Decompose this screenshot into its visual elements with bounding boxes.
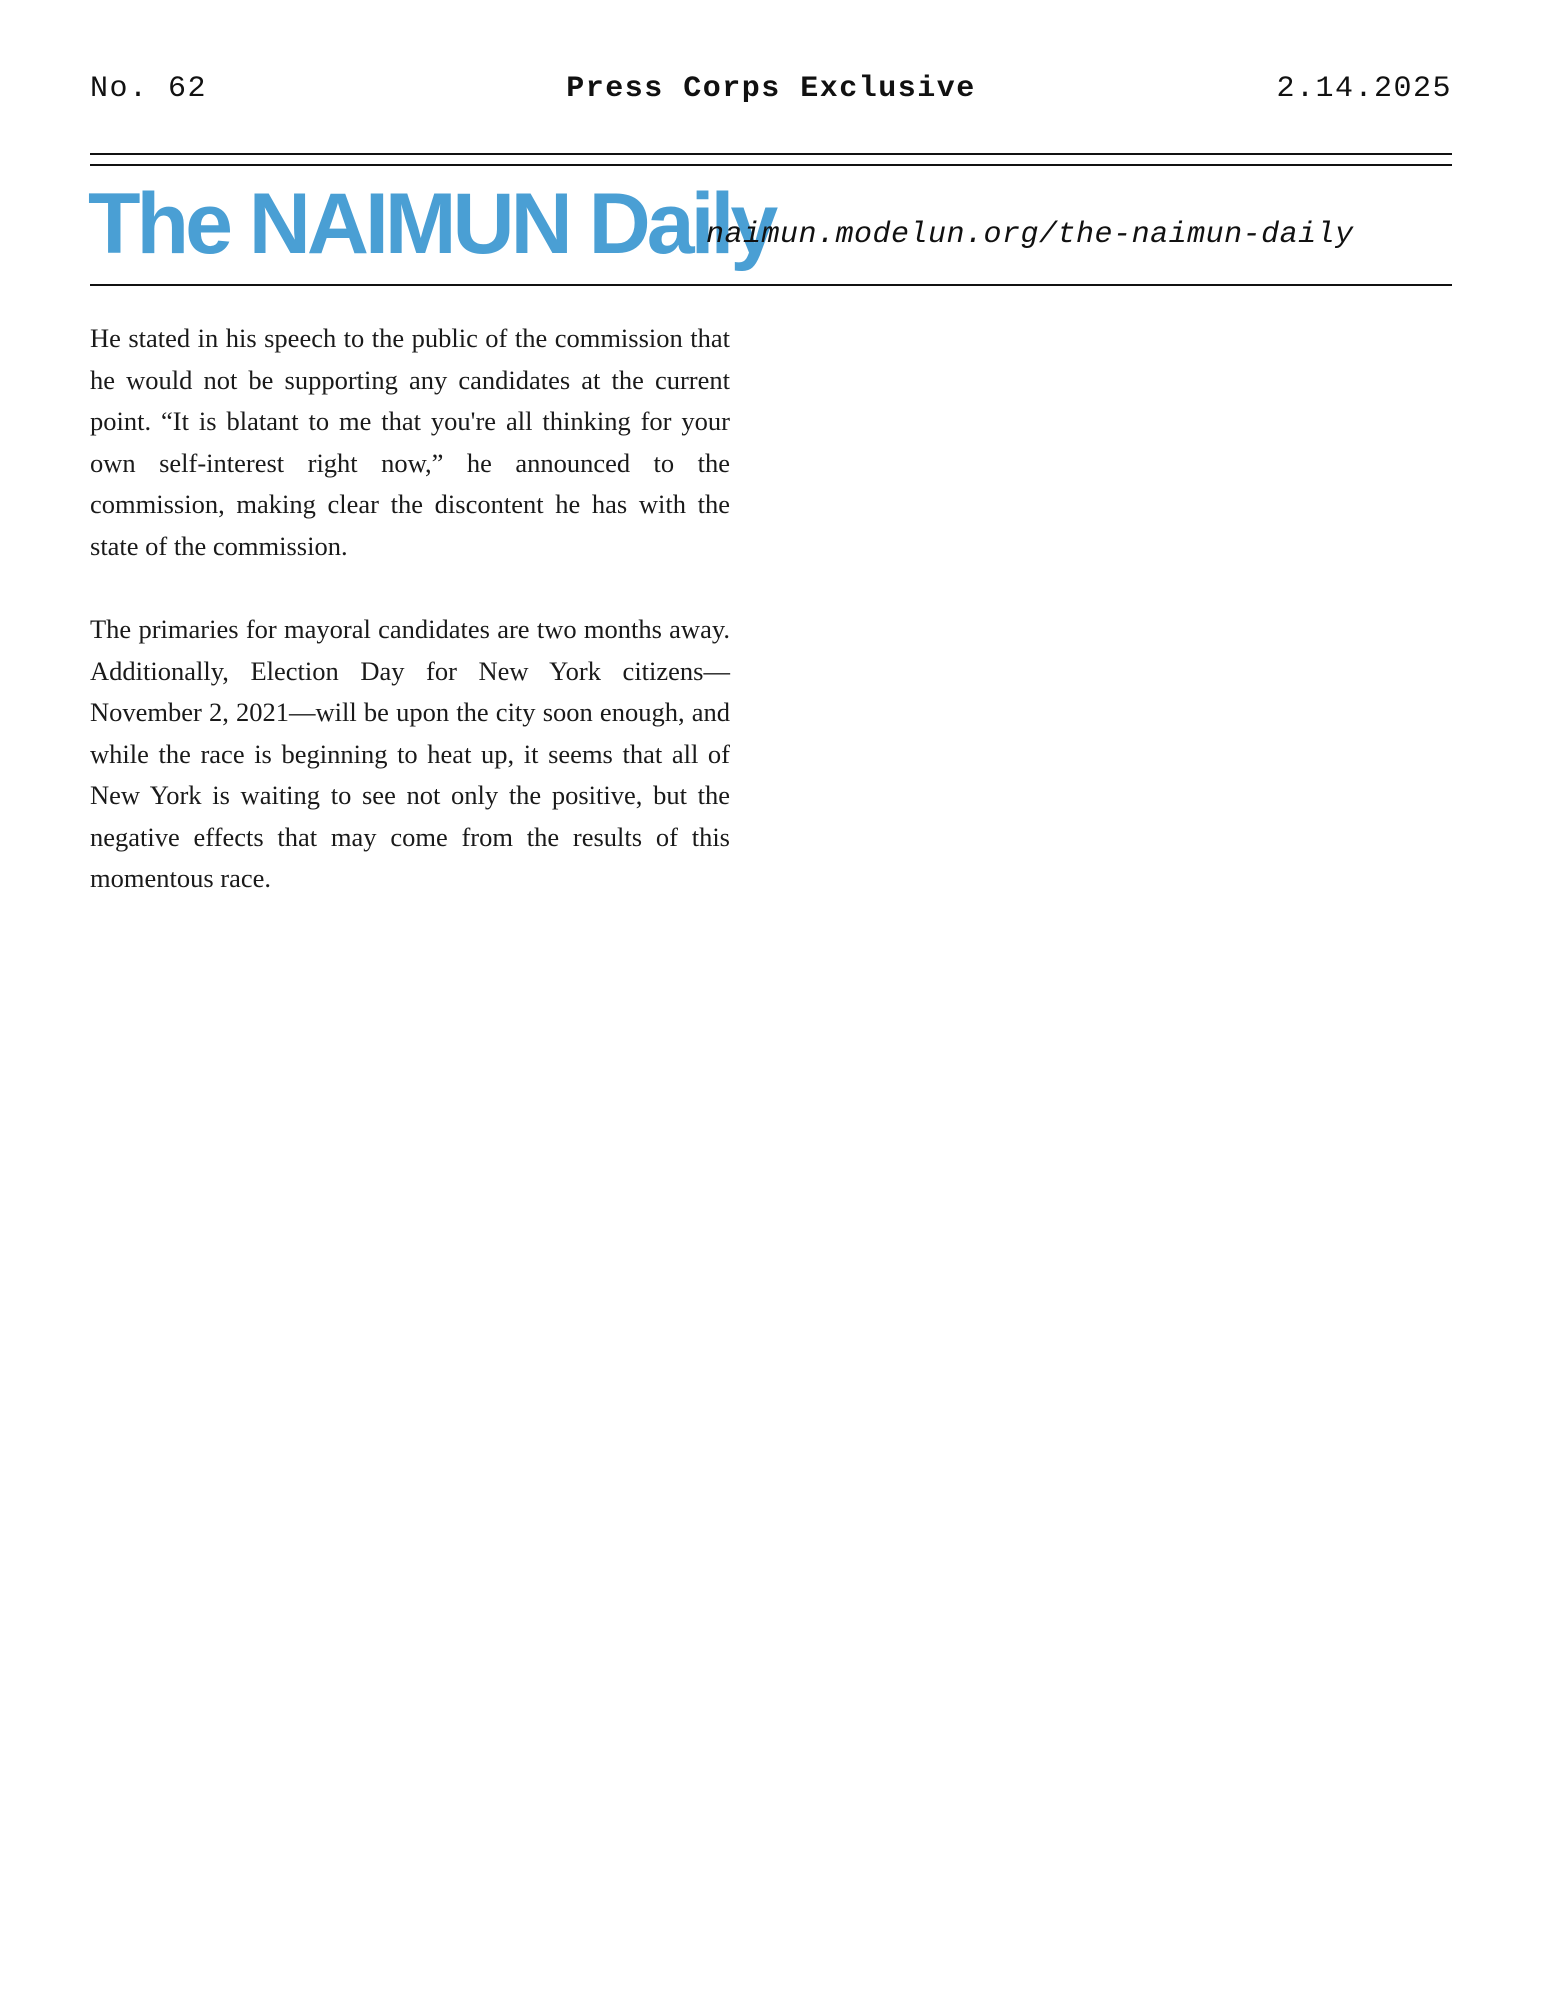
header-divider-bottom bbox=[90, 164, 1452, 166]
masthead-divider bbox=[90, 284, 1452, 286]
masthead bbox=[88, 174, 1452, 274]
header-divider-top bbox=[90, 153, 1452, 155]
page-header bbox=[90, 72, 1452, 112]
section-label: Press Corps Exclusive bbox=[566, 72, 976, 106]
article-paragraph-1: He stated in his speech to the public of the commission that he would not be supporting any candidates at the current point. “It is blatant to me that you're all thinking for your own self-interest right now,” he announced to the commission, making clear the discontent he has with the state of the commission. bbox=[90, 323, 730, 561]
issue-number: No. 62 bbox=[90, 72, 208, 106]
newspaper-url: naimun.modelun.org/the-naimun-daily bbox=[706, 218, 1354, 252]
article-paragraph-2: The primaries for mayoral candidates are two months away. Additionally, Election Day for New York citizens—November 2, 2021—will be upon the city soon enough, and while the race is beginning to heat up, it seems that all of New York is waiting to see not only the positive, but the negative effects that may come from the results of this momentous race. bbox=[90, 614, 730, 893]
newspaper-title: The NAIMUN Daily bbox=[88, 176, 775, 272]
article-column bbox=[90, 318, 730, 942]
issue-date: 2.14.2025 bbox=[1276, 72, 1452, 106]
